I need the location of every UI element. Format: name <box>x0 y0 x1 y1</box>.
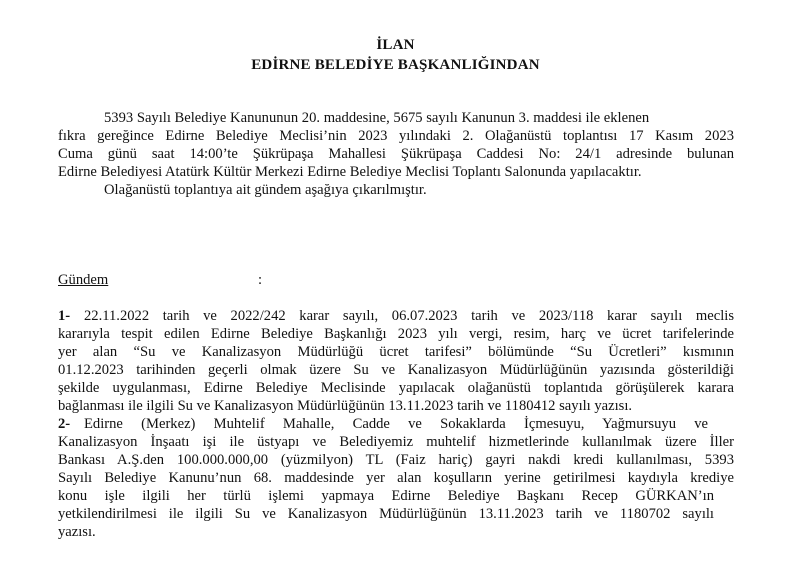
agenda-item-line: şekilde uygulanması, Edirne Belediye Meclisinde yapılacak olağanüstü toplantıda görüşülerek karara <box>58 380 734 396</box>
agenda-colon: : <box>258 272 263 288</box>
agenda-item-1-first-line <box>58 307 734 325</box>
agenda-item-line: Kanalizasyon İnşaatı işi ile üstyapı ve Belediyemiz muhtelif hizmetlerinde kullanılmak üzere İller <box>58 434 734 450</box>
agenda-heading <box>58 271 208 289</box>
intro-line: Edirne Belediyesi Atatürk Kültür Merkezi Edirne Belediye Meclisi Toplantı Salonunda yapılacaktır. <box>58 164 642 180</box>
intro-line: Cuma günü saat 14:00’te Şükrüpaşa Mahallesi Şükrüpaşa Caddesi No: 24/1 adresinde bulunan <box>58 146 734 162</box>
agenda-label: Gündem <box>58 272 109 288</box>
agenda-item-text: Edirne (Merkez) Muhtelif Mahalle, Cadde ve Sokaklarda İçmesuyu, Yağmursuyu ve <box>84 416 708 432</box>
agenda-item-number: 1- <box>58 308 71 324</box>
agenda-item-line: konu işle ilgili her türlü işlemi yapmaya Edirne Belediye Başkanı Recep GÜRKAN’ın <box>58 488 714 504</box>
agenda-item-2-first-line <box>58 415 708 433</box>
agenda-item-number: 2- <box>58 416 71 432</box>
agenda-item-line: Bankası A.Ş.den 100.000.000,00 (yüzmilyon) TL (Faiz hariç) gayri nakdi kredi kullanılması, 5393 <box>58 452 734 468</box>
page-title: İLAN <box>376 37 415 53</box>
agenda-item-line: yer alan “Su ve Kanalizasyon Müdürlüğü ücret tarifesi” bölümünde “Su Ücretleri” kısmının <box>58 344 734 360</box>
intro-line: Olağanüstü toplantıya ait gündem aşağıya çıkarılmıştır. <box>104 182 427 198</box>
page-subtitle: EDİRNE BELEDİYE BAŞKANLIĞINDAN <box>251 57 540 73</box>
agenda-item-line: kararıyla tespit edilen Edirne Belediye Başkanlığı 2023 yılı vergi, resim, harç ve ücret tarifelerinde <box>58 326 734 342</box>
agenda-item-line: bağlanması ile ilgili Su ve Kanalizasyon Müdürlüğünün 13.11.2023 tarih ve 1180412 sayılı yazısı. <box>58 398 633 414</box>
intro-line: fıkra gereğince Edirne Belediye Meclisi’nin 2023 yılındaki 2. Olağanüstü toplantısı 17 Kasım 2023 <box>58 128 734 144</box>
agenda-item-line: yazısı. <box>58 524 96 540</box>
agenda-item-text: 22.11.2022 tarih ve 2022/242 karar sayılı, 06.07.2023 tarih ve 2023/118 karar sayılı meclis <box>84 308 734 324</box>
agenda-item-line: yetkilendirilmesi ile ilgili Su ve Kanalizasyon Müdürlüğünün 13.11.2023 tarih ve 1180702 sayılı <box>58 506 714 522</box>
intro-line: 5393 Sayılı Belediye Kanununun 20. maddesine, 5675 sayılı Kanunun 3. maddesi ile eklenen <box>104 110 650 126</box>
agenda-item-line: 01.12.2023 tarihinden geçerli olmak üzere Su ve Kanalizasyon Müdürlüğünün yazısında gösterildiği <box>58 362 734 378</box>
agenda-item-line: Sayılı Belediye Kanunu’nun 68. maddesinde yer alan koşulların yerine getirilmesi kaydıyla krediye <box>58 470 734 486</box>
